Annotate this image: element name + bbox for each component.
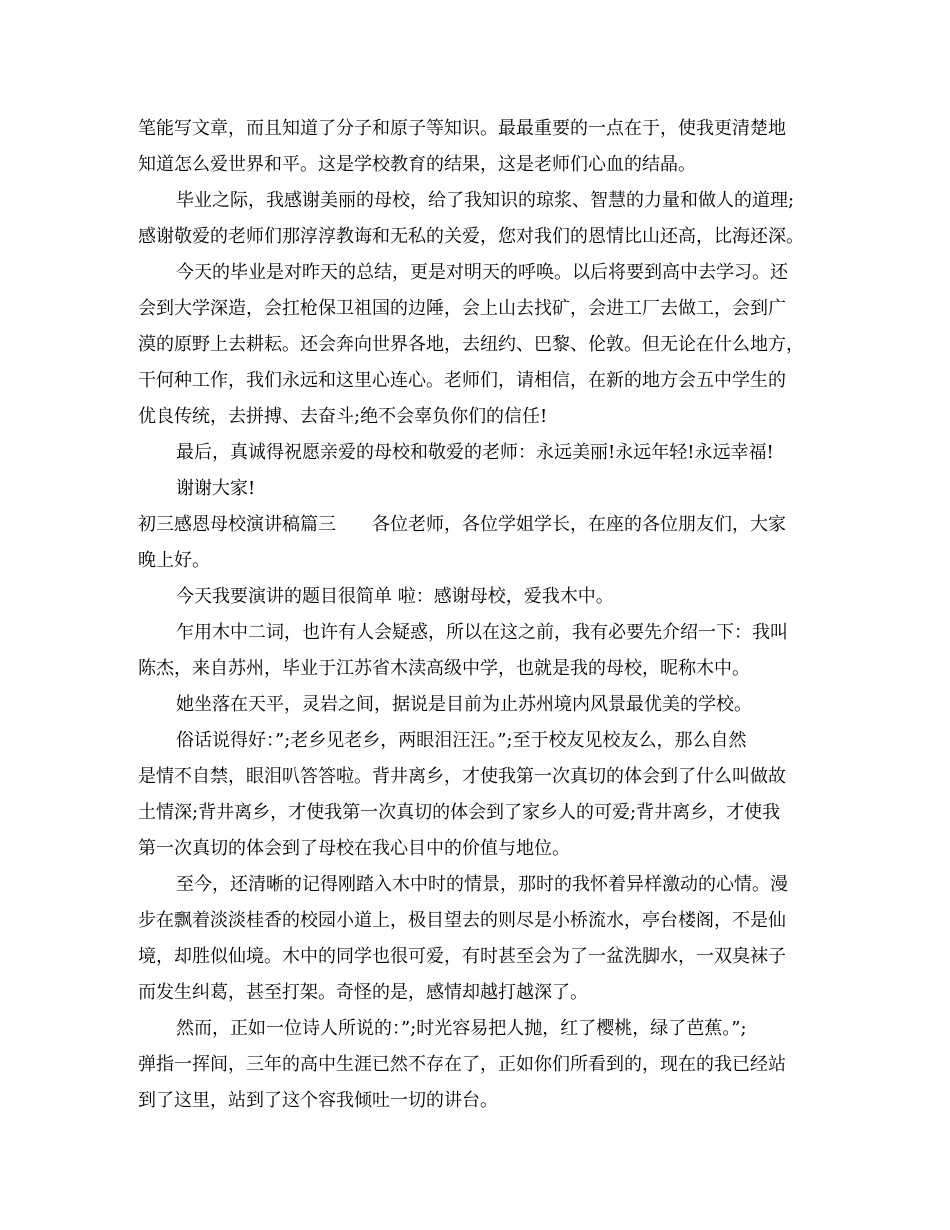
text-line: 土情深;背井离乡，才使我第一次真切的体会到了家乡人的可爱;背井离乡，才使我 [138,802,781,823]
text-line: 而发生纠葛，甚至打架。奇怪的是，感情却越打越深了。 [138,982,588,1003]
text-line: 乍用木中二词，也许有人会疑惑，所以在这之前，我有必要先介绍一下：我叫 [176,622,788,643]
text-line: 优良传统，去拼搏、去奋斗;绝不会辜负你们的信任! [138,406,548,427]
text-line: 第一次真切的体会到了母校在我心目中的价值与地位。 [138,838,570,859]
text-line: 笔能写文章，而且知道了分子和原子等知识。最最重要的一点在于，使我更清楚地 [138,118,786,139]
text-line: 今天我要演讲的题目很简单 啦：感谢母校，爱我木中。 [176,586,614,607]
text-line: 至今，还清晰的记得刚踏入木中时的情景，那时的我怀着异样激动的心情。漫 [176,874,788,895]
text-line: 今天的毕业是对昨天的总结，更是对明天的呼唤。以后将要到高中去学习。还 [176,262,788,283]
text-line: 感谢敬爱的老师们那淳淳教诲和无私的关爱，您对我们的恩情比山还高，比海还深。 [138,226,804,247]
text-line: 她坐落在天平，灵岩之间，据说是目前为止苏州境内风景最优美的学校。 [176,694,752,715]
text-line: 知道怎么爱世界和平。这是学校教育的结果，这是老师们心血的结晶。 [138,154,696,175]
section-heading-line: 初三感恩母校演讲稿篇三 各位老师，各位学姐学长，在座的各位朋友们，大家 [138,514,786,535]
text-line: 然而，正如一位诗人所说的：”;时光容易把人抛，红了樱桃，绿了芭蕉。”; [176,1018,747,1039]
text-line: 是情不自禁，眼泪叭答答啦。背井离乡，才使我第一次真切的体会到了什么叫做故 [138,766,786,787]
text-line: 陈杰，来自苏州，毕业于江苏省木渎高级中学，也就是我的母校，昵称木中。 [138,658,750,679]
text-line: 漠的原野上去耕耘。还会奔向世界各地，去纽约、巴黎、伦敦。但无论在什么地方， [138,334,804,355]
text-line: 步在飘着淡淡桂香的校园小道上，极目望去的则尽是小桥流水，亭台楼阁，不是仙 [138,910,786,931]
text-line: 晚上好。 [138,550,210,571]
text-line: 谢谢大家! [176,478,256,499]
text-line: 俗话说得好：”;老乡见老乡，两眼泪汪汪。”;至于校友见校友么，那么自然 [176,730,747,751]
text-line: 干何种工作，我们永远和这里心连心。老师们，请相信，在新的地方会五中学生的 [138,370,786,391]
text-line: 弹指一挥间，三年的高中生涯已然不存在了，正如你们所看到的，现在的我已经站 [138,1054,786,1075]
text-line: 最后，真诚得祝愿亲爱的母校和敬爱的老师：永远美丽!永远年轻!永远幸福! [176,442,774,463]
text-line: 境，却胜似仙境。木中的同学也很可爱，有时甚至会为了一盆洗脚水，一双臭袜子 [138,946,786,967]
text-line: 会到大学深造，会扛枪保卫祖国的边陲，会上山去找矿，会进工厂去做工，会到广 [138,298,786,319]
text-line: 到了这里，站到了这个容我倾吐一切的讲台。 [138,1090,498,1111]
text-line: 毕业之际，我感谢美丽的母校，给了我知识的琼浆、智慧的力量和做人的道理; [176,190,795,211]
